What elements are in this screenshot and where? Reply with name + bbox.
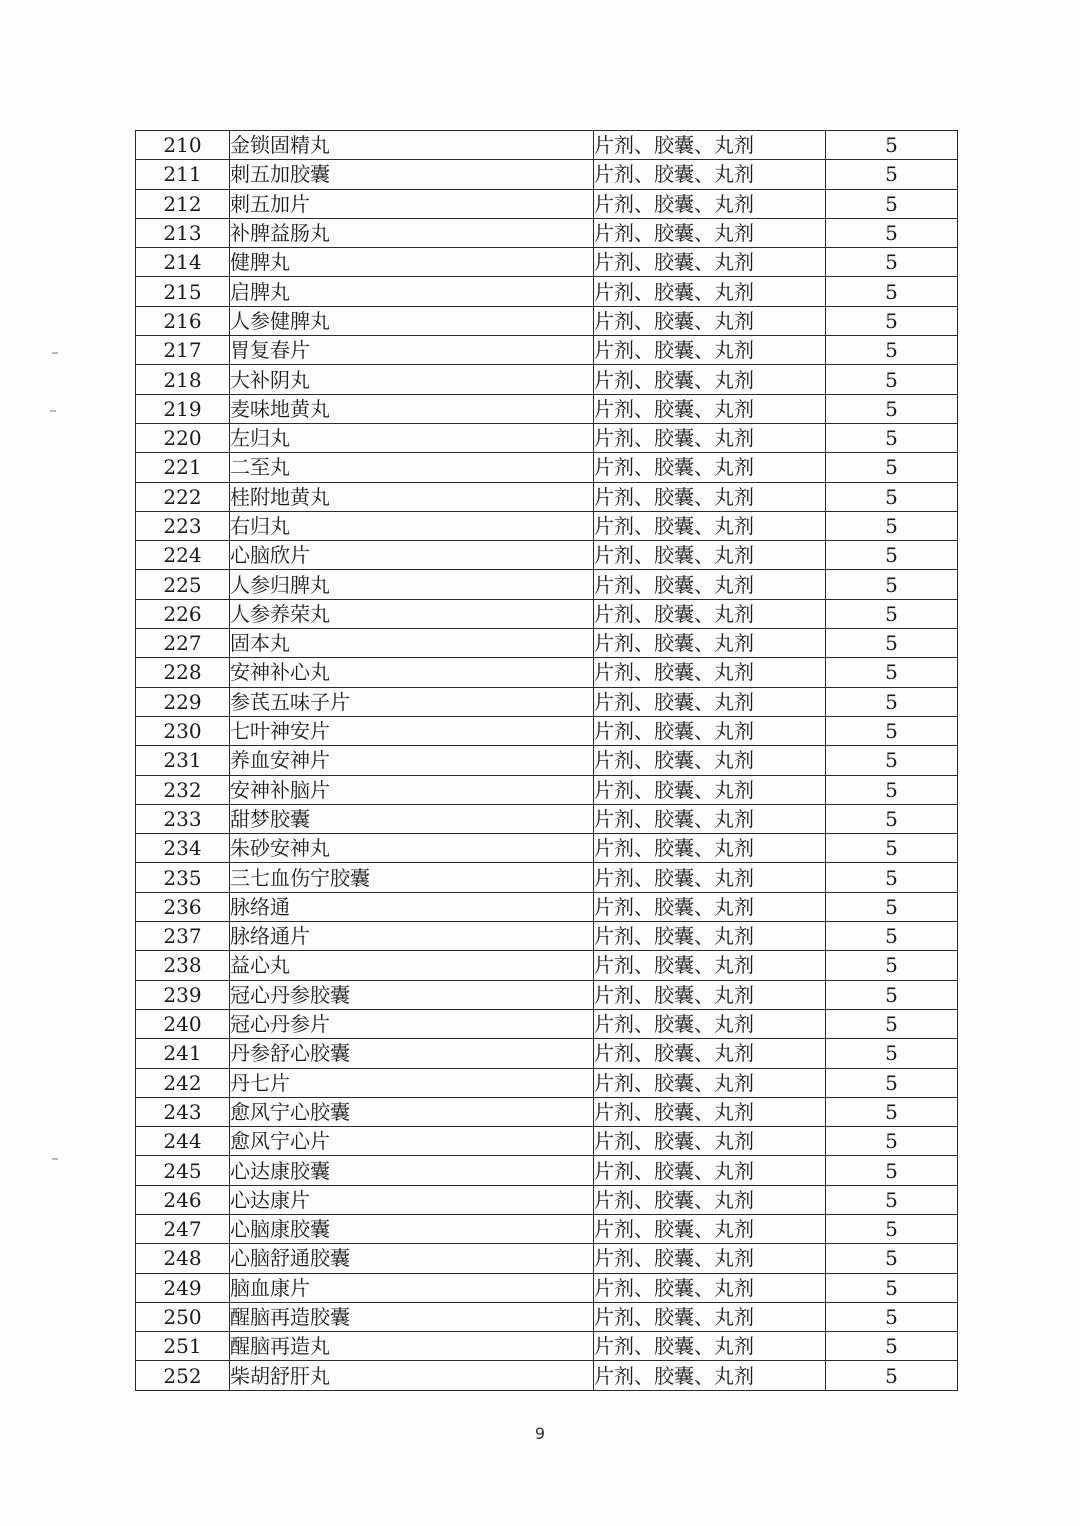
score-cell: 5 [826,131,958,160]
score-cell: 5 [826,1273,958,1302]
drug-name-cell: 刺五加胶囊 [230,160,594,189]
drug-name-cell: 固本丸 [230,629,594,658]
row-number-cell: 224 [136,541,230,570]
row-number-cell: 239 [136,980,230,1009]
table-row [136,599,958,628]
score-cell: 5 [826,687,958,716]
table-row [136,365,958,394]
row-number-cell: 252 [136,1361,230,1390]
drug-name-cell: 金锁固精丸 [230,131,594,160]
score-cell: 5 [826,1039,958,1068]
page-number: 9 [534,1424,546,1443]
drug-name-cell: 人参养荣丸 [230,599,594,628]
table-row [136,746,958,775]
score-cell: 5 [826,1068,958,1097]
table-row [136,306,958,335]
score-cell: 5 [826,218,958,247]
score-cell: 5 [826,570,958,599]
drug-name-cell: 甜梦胶囊 [230,804,594,833]
drug-name-cell: 冠心丹参胶囊 [230,980,594,1009]
table-row [136,189,958,218]
table-row [136,863,958,892]
dosage-form-cell: 片剂、胶囊、丸剂 [594,892,826,921]
row-number-cell: 221 [136,453,230,482]
score-cell: 5 [826,599,958,628]
dosage-form-cell: 片剂、胶囊、丸剂 [594,687,826,716]
score-cell: 5 [826,1244,958,1273]
row-number-cell: 250 [136,1302,230,1331]
table-row [136,1156,958,1185]
dosage-form-cell: 片剂、胶囊、丸剂 [594,1214,826,1243]
table-row [136,1039,958,1068]
table-row [136,160,958,189]
table-row [136,277,958,306]
row-number-cell: 225 [136,570,230,599]
dosage-form-cell: 片剂、胶囊、丸剂 [594,1244,826,1273]
dosage-form-cell: 片剂、胶囊、丸剂 [594,218,826,247]
table-row [136,804,958,833]
drug-name-cell: 七叶神安片 [230,716,594,745]
row-number-cell: 243 [136,1097,230,1126]
score-cell: 5 [826,306,958,335]
dosage-form-cell: 片剂、胶囊、丸剂 [594,131,826,160]
row-number-cell: 213 [136,218,230,247]
table-row [136,1302,958,1331]
row-number-cell: 219 [136,394,230,423]
table-row [136,834,958,863]
table-row [136,951,958,980]
dosage-form-cell: 片剂、胶囊、丸剂 [594,1097,826,1126]
score-cell: 5 [826,746,958,775]
dosage-form-cell: 片剂、胶囊、丸剂 [594,394,826,423]
table-row [136,922,958,951]
drug-name-cell: 二至丸 [230,453,594,482]
score-cell: 5 [826,365,958,394]
scan-margin-mark [52,352,58,354]
dosage-form-cell: 片剂、胶囊、丸剂 [594,951,826,980]
score-cell: 5 [826,1361,958,1390]
row-number-cell: 235 [136,863,230,892]
table-row [136,511,958,540]
drug-name-cell: 心达康胶囊 [230,1156,594,1185]
table-row [136,1068,958,1097]
score-cell: 5 [826,394,958,423]
table-row [136,1273,958,1302]
dosage-form-cell: 片剂、胶囊、丸剂 [594,1361,826,1390]
drug-name-cell: 醒脑再造胶囊 [230,1302,594,1331]
table-row [136,453,958,482]
drug-name-cell: 麦味地黄丸 [230,394,594,423]
table-row [136,570,958,599]
score-cell: 5 [826,482,958,511]
score-cell: 5 [826,1214,958,1243]
row-number-cell: 218 [136,365,230,394]
dosage-form-cell: 片剂、胶囊、丸剂 [594,189,826,218]
score-cell: 5 [826,863,958,892]
drug-name-cell: 心脑舒通胶囊 [230,1244,594,1273]
drug-name-cell: 养血安神片 [230,746,594,775]
row-number-cell: 249 [136,1273,230,1302]
dosage-form-cell: 片剂、胶囊、丸剂 [594,248,826,277]
table-row [136,1127,958,1156]
row-number-cell: 246 [136,1185,230,1214]
table-row [136,482,958,511]
row-number-cell: 240 [136,1009,230,1038]
table-row [136,423,958,452]
score-cell: 5 [826,277,958,306]
score-cell: 5 [826,1185,958,1214]
score-cell: 5 [826,1156,958,1185]
drug-name-cell: 安神补心丸 [230,658,594,687]
drug-name-cell: 朱砂安神丸 [230,834,594,863]
dosage-form-cell: 片剂、胶囊、丸剂 [594,980,826,1009]
dosage-form-cell: 片剂、胶囊、丸剂 [594,599,826,628]
table-row [136,1244,958,1273]
table-row [136,716,958,745]
dosage-form-cell: 片剂、胶囊、丸剂 [594,1273,826,1302]
table-row [136,687,958,716]
drug-name-cell: 刺五加片 [230,189,594,218]
row-number-cell: 230 [136,716,230,745]
row-number-cell: 211 [136,160,230,189]
drug-name-cell: 脉络通片 [230,922,594,951]
score-cell: 5 [826,336,958,365]
row-number-cell: 231 [136,746,230,775]
drug-name-cell: 人参归脾丸 [230,570,594,599]
row-number-cell: 220 [136,423,230,452]
dosage-form-cell: 片剂、胶囊、丸剂 [594,658,826,687]
dosage-form-cell: 片剂、胶囊、丸剂 [594,1332,826,1361]
drug-name-cell: 益心丸 [230,951,594,980]
row-number-cell: 238 [136,951,230,980]
dosage-form-cell: 片剂、胶囊、丸剂 [594,1302,826,1331]
table-row [136,336,958,365]
drug-name-cell: 醒脑再造丸 [230,1332,594,1361]
row-number-cell: 227 [136,629,230,658]
scan-margin-mark [50,410,56,412]
dosage-form-cell: 片剂、胶囊、丸剂 [594,775,826,804]
row-number-cell: 228 [136,658,230,687]
table-row [136,658,958,687]
row-number-cell: 244 [136,1127,230,1156]
score-cell: 5 [826,951,958,980]
drug-name-cell: 心脑康胶囊 [230,1214,594,1243]
drug-name-cell: 左归丸 [230,423,594,452]
row-number-cell: 214 [136,248,230,277]
row-number-cell: 233 [136,804,230,833]
row-number-cell: 212 [136,189,230,218]
score-cell: 5 [826,189,958,218]
score-cell: 5 [826,716,958,745]
dosage-form-cell: 片剂、胶囊、丸剂 [594,746,826,775]
dosage-form-cell: 片剂、胶囊、丸剂 [594,1068,826,1097]
row-number-cell: 237 [136,922,230,951]
drug-name-cell: 人参健脾丸 [230,306,594,335]
row-number-cell: 215 [136,277,230,306]
dosage-form-cell: 片剂、胶囊、丸剂 [594,482,826,511]
table-row [136,1361,958,1390]
table-row [136,394,958,423]
drug-name-cell: 大补阴丸 [230,365,594,394]
score-cell: 5 [826,775,958,804]
drug-name-cell: 心脑欣片 [230,541,594,570]
dosage-form-cell: 片剂、胶囊、丸剂 [594,277,826,306]
row-number-cell: 234 [136,834,230,863]
drug-name-cell: 参芪五味子片 [230,687,594,716]
row-number-cell: 229 [136,687,230,716]
row-number-cell: 217 [136,336,230,365]
score-cell: 5 [826,248,958,277]
row-number-cell: 251 [136,1332,230,1361]
table-row [136,1214,958,1243]
dosage-form-cell: 片剂、胶囊、丸剂 [594,423,826,452]
row-number-cell: 241 [136,1039,230,1068]
dosage-form-cell: 片剂、胶囊、丸剂 [594,1009,826,1038]
dosage-form-cell: 片剂、胶囊、丸剂 [594,1156,826,1185]
table-row [136,131,958,160]
dosage-form-cell: 片剂、胶囊、丸剂 [594,306,826,335]
score-cell: 5 [826,892,958,921]
drug-name-cell: 右归丸 [230,511,594,540]
row-number-cell: 236 [136,892,230,921]
drug-name-cell: 丹参舒心胶囊 [230,1039,594,1068]
table-row [136,892,958,921]
score-cell: 5 [826,834,958,863]
dosage-form-cell: 片剂、胶囊、丸剂 [594,922,826,951]
table-row [136,218,958,247]
dosage-form-cell: 片剂、胶囊、丸剂 [594,1185,826,1214]
drug-name-cell: 愈风宁心胶囊 [230,1097,594,1126]
dosage-form-cell: 片剂、胶囊、丸剂 [594,570,826,599]
row-number-cell: 226 [136,599,230,628]
score-cell: 5 [826,804,958,833]
dosage-form-cell: 片剂、胶囊、丸剂 [594,511,826,540]
table-row [136,541,958,570]
row-number-cell: 232 [136,775,230,804]
drug-name-cell: 胃复春片 [230,336,594,365]
dosage-form-cell: 片剂、胶囊、丸剂 [594,453,826,482]
score-cell: 5 [826,922,958,951]
table-row [136,980,958,1009]
score-cell: 5 [826,160,958,189]
score-cell: 5 [826,629,958,658]
drug-name-cell: 冠心丹参片 [230,1009,594,1038]
drug-name-cell: 健脾丸 [230,248,594,277]
score-cell: 5 [826,1127,958,1156]
row-number-cell: 216 [136,306,230,335]
drug-name-cell: 桂附地黄丸 [230,482,594,511]
score-cell: 5 [826,658,958,687]
drug-list-table [135,130,958,1391]
drug-name-cell: 愈风宁心片 [230,1127,594,1156]
drug-name-cell: 补脾益肠丸 [230,218,594,247]
drug-name-cell: 脑血康片 [230,1273,594,1302]
row-number-cell: 242 [136,1068,230,1097]
dosage-form-cell: 片剂、胶囊、丸剂 [594,160,826,189]
dosage-form-cell: 片剂、胶囊、丸剂 [594,1039,826,1068]
dosage-form-cell: 片剂、胶囊、丸剂 [594,863,826,892]
score-cell: 5 [826,1009,958,1038]
dosage-form-cell: 片剂、胶囊、丸剂 [594,1127,826,1156]
table-row [136,775,958,804]
score-cell: 5 [826,1332,958,1361]
table-row [136,248,958,277]
drug-name-cell: 三七血伤宁胶囊 [230,863,594,892]
drug-name-cell: 启脾丸 [230,277,594,306]
score-cell: 5 [826,1302,958,1331]
dosage-form-cell: 片剂、胶囊、丸剂 [594,629,826,658]
score-cell: 5 [826,980,958,1009]
drug-name-cell: 心达康片 [230,1185,594,1214]
drug-name-cell: 丹七片 [230,1068,594,1097]
score-cell: 5 [826,453,958,482]
table-row [136,1332,958,1361]
dosage-form-cell: 片剂、胶囊、丸剂 [594,834,826,863]
score-cell: 5 [826,423,958,452]
drug-name-cell: 脉络通 [230,892,594,921]
scan-margin-mark [52,1158,58,1160]
row-number-cell: 248 [136,1244,230,1273]
row-number-cell: 223 [136,511,230,540]
drug-list-body [136,131,958,1391]
table-row [136,1185,958,1214]
table-row [136,629,958,658]
score-cell: 5 [826,1097,958,1126]
dosage-form-cell: 片剂、胶囊、丸剂 [594,365,826,394]
drug-name-cell: 安神补脑片 [230,775,594,804]
table-row [136,1097,958,1126]
score-cell: 5 [826,511,958,540]
dosage-form-cell: 片剂、胶囊、丸剂 [594,716,826,745]
row-number-cell: 222 [136,482,230,511]
row-number-cell: 245 [136,1156,230,1185]
row-number-cell: 210 [136,131,230,160]
dosage-form-cell: 片剂、胶囊、丸剂 [594,541,826,570]
drug-name-cell: 柴胡舒肝丸 [230,1361,594,1390]
dosage-form-cell: 片剂、胶囊、丸剂 [594,336,826,365]
dosage-form-cell: 片剂、胶囊、丸剂 [594,804,826,833]
table-row [136,1009,958,1038]
row-number-cell: 247 [136,1214,230,1243]
score-cell: 5 [826,541,958,570]
